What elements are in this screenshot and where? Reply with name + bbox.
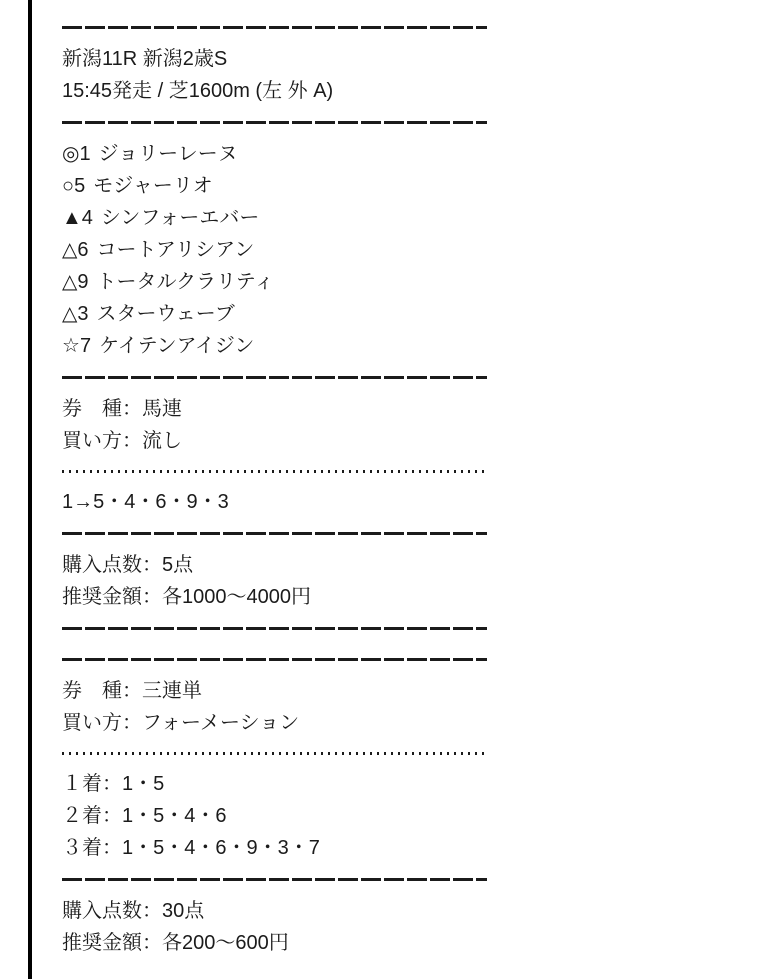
pick-name: コートアリシアン xyxy=(96,239,255,261)
bet-selection-line: 1→5・4・6・9・3 xyxy=(62,491,229,513)
pick-number: 7 xyxy=(79,335,92,357)
pick-row xyxy=(62,298,487,330)
pick-mark: ◎ xyxy=(62,143,80,165)
pick-mark: △ xyxy=(62,271,78,293)
pick-mark: △ xyxy=(62,239,78,261)
pick-number: 5 xyxy=(74,175,86,197)
pick-row xyxy=(62,202,487,234)
pick-mark: ☆ xyxy=(62,335,80,357)
pick-mark: ▲ xyxy=(62,207,82,229)
bet-points: 購入点数：30点 xyxy=(62,900,205,922)
pick-row xyxy=(62,266,487,298)
pick-number: 9 xyxy=(77,271,89,293)
pick-number: 3 xyxy=(77,303,89,325)
pick-name: モジャーリオ xyxy=(93,175,213,197)
bet-selection-line: １着：1・5 xyxy=(62,773,165,795)
pick-mark: △ xyxy=(62,303,78,325)
pick-name: スターウェーブ xyxy=(96,303,235,325)
pick-row xyxy=(62,234,487,266)
pick-number: 1 xyxy=(79,143,91,165)
divider-dashed xyxy=(62,121,487,124)
divider-dashed xyxy=(62,376,487,379)
bet-method: 買い方：流し xyxy=(62,430,182,452)
divider-dashed xyxy=(62,532,487,535)
bet-amount: 推奨金額：各200〜600円 xyxy=(62,932,289,954)
divider-dotted xyxy=(62,752,487,755)
divider-dashed xyxy=(62,26,487,29)
bet-type: 券 種：馬連 xyxy=(62,398,182,420)
divider-dotted xyxy=(62,470,487,473)
pick-name: ケイテンアイジン xyxy=(99,335,255,357)
pick-row xyxy=(62,170,487,202)
bet-points: 購入点数：5点 xyxy=(62,554,194,576)
pick-mark: ○ xyxy=(62,175,75,197)
bet-selection-line: ２着：1・5・4・6 xyxy=(62,805,227,827)
pick-name: トータルクラリティ xyxy=(96,271,275,293)
divider-dashed xyxy=(62,627,487,630)
race-details: 15:45発走 / 芝1600m (左 外 A) xyxy=(62,80,334,102)
race-title: 新潟11R 新潟2歳S xyxy=(62,48,228,70)
bet-selection-line: ３着：1・5・4・6・9・3・7 xyxy=(62,837,320,859)
pick-name: シンフォーエバー xyxy=(100,207,260,229)
bet-amount: 推奨金額：各1000〜4000円 xyxy=(62,586,311,608)
pick-row xyxy=(62,330,487,362)
divider-dashed xyxy=(62,658,487,661)
divider-dashed xyxy=(62,878,487,881)
pick-number: 4 xyxy=(81,207,93,229)
pick-number: 6 xyxy=(77,239,89,261)
pick-row xyxy=(62,138,487,170)
quote-border-bar xyxy=(28,0,32,979)
bet-type: 券 種：三連単 xyxy=(62,680,202,702)
bet-method: 買い方：フォーメーション xyxy=(62,712,300,734)
betting-note xyxy=(62,0,487,959)
pick-name: ジョリーレーヌ xyxy=(98,143,238,165)
